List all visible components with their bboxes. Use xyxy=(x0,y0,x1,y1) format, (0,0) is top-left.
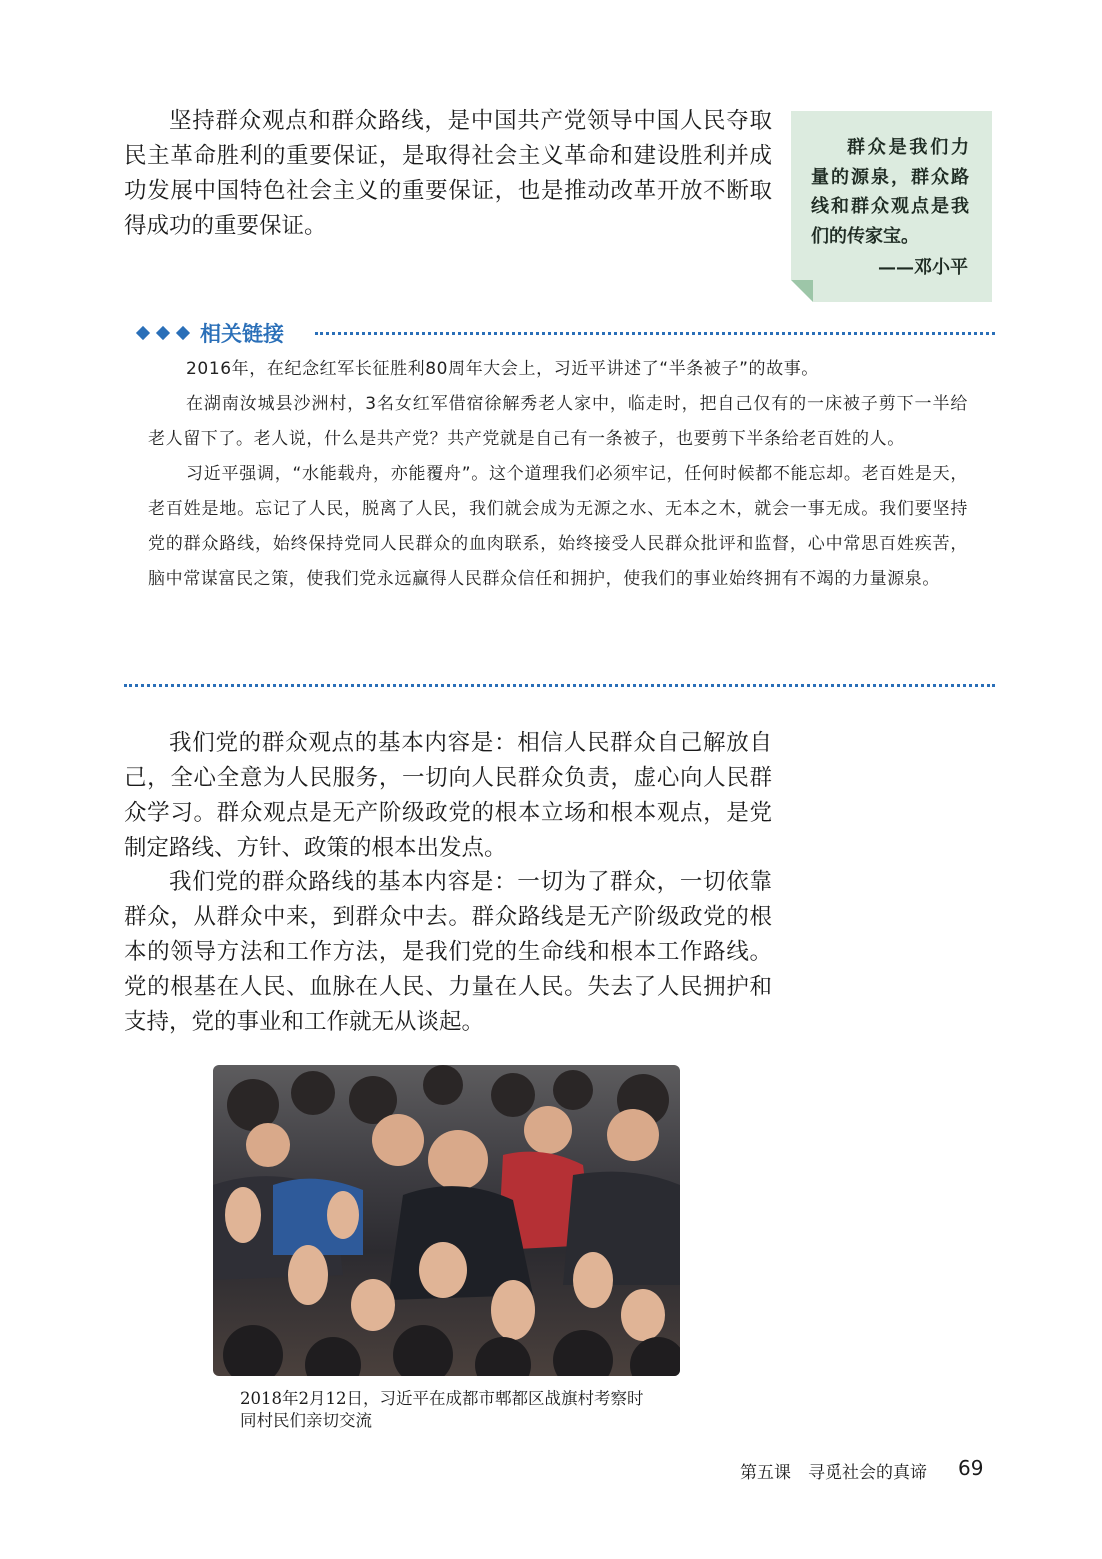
quote-author: ——邓小平 xyxy=(878,257,968,278)
caption-line-2: 同村民们亲切交流 xyxy=(240,1411,372,1430)
page-number: 69 xyxy=(958,1456,984,1480)
diamond-icon xyxy=(176,326,190,340)
diamond-icon xyxy=(136,326,150,340)
photo-caption xyxy=(240,1388,680,1432)
crowd-photo xyxy=(213,1065,680,1376)
related-link-paragraph: 习近平强调，“水能载舟，亦能覆舟”。这个道理我们必须牢记，任何时候都不能忘却。老百姓是天，老百姓是地。忘记了人民，脱离了人民，我们就会成为无源之水、无本之木，就会一事无成。我们要坚持党的群众路线，始终保持党同人民群众的血肉联系，始终接受人民群众批评和监督，心中常思百姓疾苦，脑中常谋富民之策，使我们党永远赢得人民群众信任和拥护，使我们的事业始终拥有不竭的力量源泉。 xyxy=(148,464,968,589)
dotted-divider-top xyxy=(315,332,995,335)
body-paragraph-1: 坚持群众观点和群众路线，是中国共产党领导中国人民夺取民主革命胜利的重要保证，是取得社会主义革命和建设胜利并成功发展中国特色社会主义的重要保证，也是推动改革开放不断取得成功的重要保证。 xyxy=(124,108,772,239)
quote-text: 群众是我们力量的源泉，群众路线和群众观点是我们的传家宝。 xyxy=(811,137,969,247)
related-link-title: 相关链接 xyxy=(200,322,284,346)
footer-lesson-title: 第五课 寻觅社会的真谛 xyxy=(740,1463,927,1483)
sidebar-quote-box xyxy=(791,111,992,302)
related-link-paragraph: 在湖南汝城县沙洲村，3名女红军借宿徐解秀老人家中，临走时，把自己仅有的一床被子剪下一半给老人留下了。老人说，什么是共产党？共产党就是自己有一条被子，也要剪下半条给老百姓的人。 xyxy=(148,394,968,449)
related-link-body xyxy=(148,352,968,597)
body-paragraph-2: 我们党的群众观点的基本内容是：相信人民群众自己解放自己，全心全意为人民服务，一切向人民群众负责，虚心向人民群众学习。群众观点是无产阶级政党的根本立场和根本观点，是党制定路线、方针、政策的根本出发点。 xyxy=(124,730,772,861)
related-link-paragraph: 2016年，在纪念红军长征胜利80周年大会上，习近平讲述了“半条被子”的故事。 xyxy=(186,359,819,379)
caption-line-1: 2018年2月12日，习近平在成都市郫都区战旗村考察时 xyxy=(240,1389,644,1408)
crowd-photo-illustration xyxy=(213,1065,680,1376)
body-paragraph-3: 我们党的群众路线的基本内容是：一切为了群众，一切依靠群众，从群众中来，到群众中去。群众路线是无产阶级政党的根本的领导方法和工作方法，是我们党的生命线和根本工作路线。党的根基在人民、血脉在人民、力量在人民。失去了人民拥护和支持，党的事业和工作就无从谈起。 xyxy=(124,869,772,1035)
page-fold-corner-icon xyxy=(791,280,813,302)
dotted-divider-bottom xyxy=(124,684,995,687)
diamond-icon xyxy=(156,326,170,340)
related-link-header xyxy=(138,318,284,348)
